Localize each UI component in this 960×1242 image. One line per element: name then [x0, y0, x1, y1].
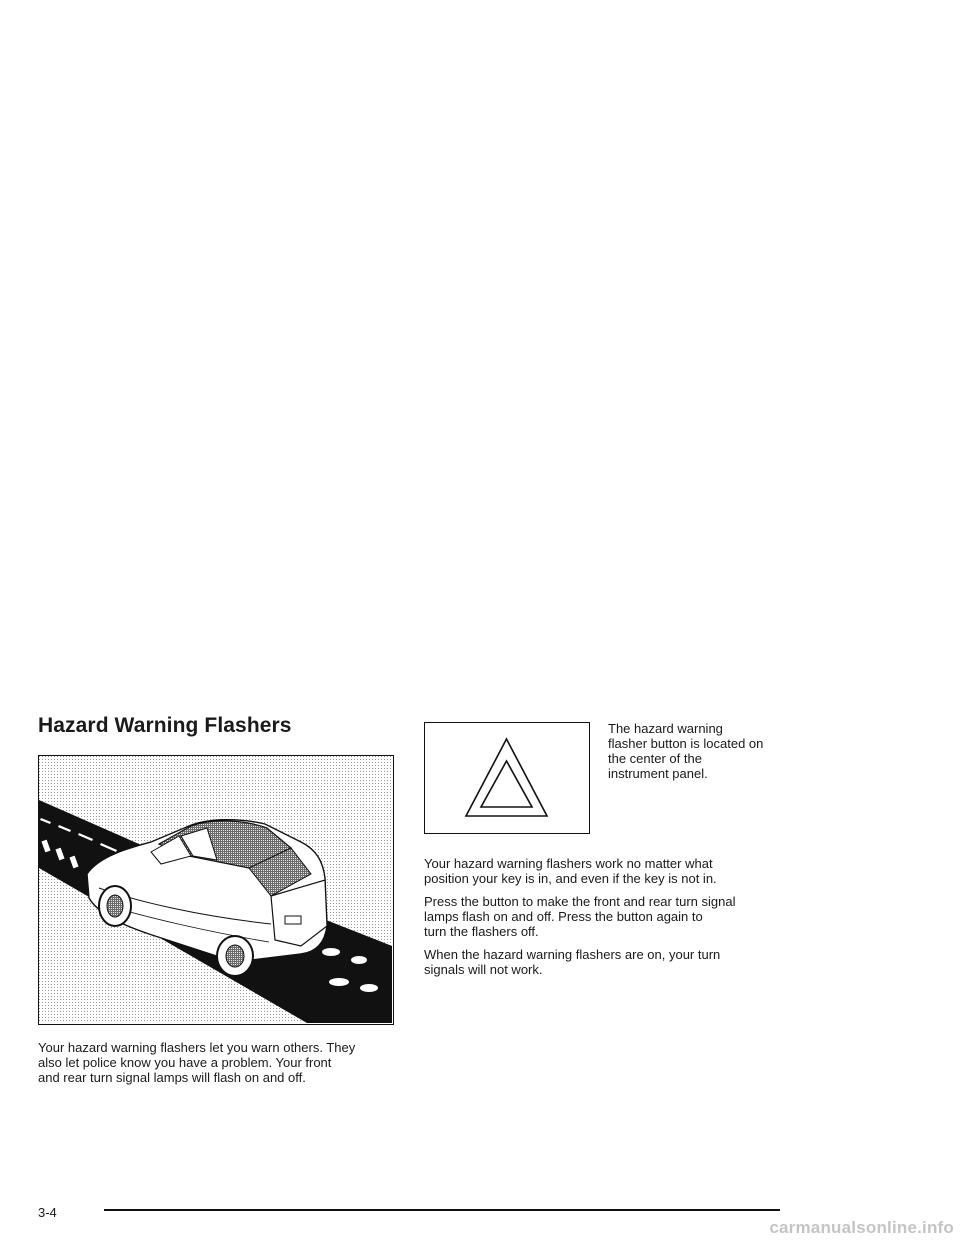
page-number: 3-4	[38, 1205, 57, 1220]
body-paragraph-3: When the hazard warning flashers are on, your turn signals will not work.	[424, 947, 721, 977]
body-paragraph-1: Your hazard warning flashers work no matter what position your key is in, and even if the key is not in.	[424, 856, 717, 886]
hazard-button-figure	[424, 722, 590, 834]
hazard-triangle-icon	[425, 723, 588, 832]
footer-rule	[104, 1209, 780, 1211]
intro-paragraph: Your hazard warning flashers let you warn others. They also let police know you have a problem. Your front and rear turn signal lamps will flash on and off.	[38, 1040, 356, 1085]
section-title: Hazard Warning Flashers	[38, 714, 292, 737]
body-paragraph-2: Press the button to make the front and rear turn signal lamps flash on and off. Press the button again to turn the flashers off.	[424, 894, 736, 939]
watermark: carmanualsonline.info	[769, 1218, 954, 1237]
car-illustration	[38, 755, 394, 1025]
button-caption: The hazard warning flasher button is located on the center of the instrument panel.	[608, 721, 764, 781]
car-on-road-icon	[39, 756, 392, 1023]
